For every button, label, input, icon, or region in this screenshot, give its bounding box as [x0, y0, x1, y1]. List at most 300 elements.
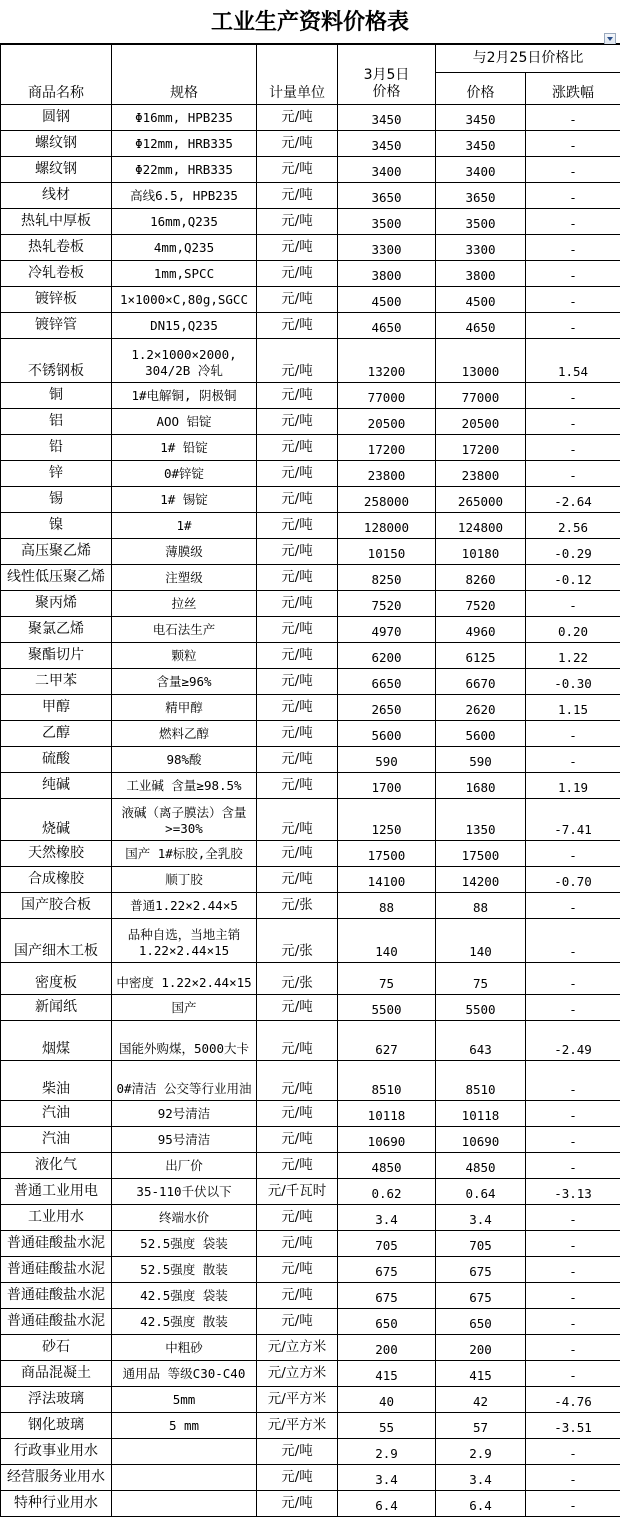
cell-unit: 元/张 — [257, 963, 338, 995]
cell-prev-price: 4500 — [436, 287, 526, 313]
cell-name: 普通硅酸盐水泥 — [1, 1257, 112, 1283]
cell-change: 2.56 — [526, 513, 620, 539]
cell-unit: 元/吨 — [257, 773, 338, 799]
cell-prev-price: 675 — [436, 1257, 526, 1283]
table-row — [1, 893, 620, 919]
cell-prev-price: 4650 — [436, 313, 526, 339]
cell-name: 汽油 — [1, 1127, 112, 1153]
cell-change: -0.29 — [526, 539, 620, 565]
cell-unit: 元/吨 — [257, 183, 338, 209]
cell-change: - — [526, 1335, 620, 1361]
cell-change: -0.30 — [526, 669, 620, 695]
cell-unit: 元/立方米 — [257, 1335, 338, 1361]
header-current-date — [338, 45, 436, 105]
cell-unit: 元/张 — [257, 893, 338, 919]
cell-change: - — [526, 841, 620, 867]
cell-spec: 终端水价 — [112, 1205, 257, 1231]
cell-unit: 元/吨 — [257, 1101, 338, 1127]
table-row — [1, 841, 620, 867]
cell-name: 线性低压聚乙烯 — [1, 565, 112, 591]
cell-name: 普通硅酸盐水泥 — [1, 1231, 112, 1257]
cell-spec: Φ22mm, HRB335 — [112, 157, 257, 183]
cell-unit: 元/吨 — [257, 539, 338, 565]
cell-name: 高压聚乙烯 — [1, 539, 112, 565]
table-row — [1, 339, 620, 383]
table-row — [1, 773, 620, 799]
cell-spec: Φ16mm, HPB235 — [112, 105, 257, 131]
cell-prev-price: 3400 — [436, 157, 526, 183]
cell-prev-price: 13000 — [436, 339, 526, 383]
cell-name: 热轧卷板 — [1, 235, 112, 261]
table-row — [1, 1101, 620, 1127]
cell-name: 液化气 — [1, 1153, 112, 1179]
table-row — [1, 995, 620, 1021]
cell-name: 铝 — [1, 409, 112, 435]
cell-current-price: 650 — [338, 1309, 436, 1335]
table-row — [1, 287, 620, 313]
cell-current-price: 10118 — [338, 1101, 436, 1127]
table-row — [1, 1179, 620, 1205]
cell-current-price: 13200 — [338, 339, 436, 383]
cell-change: - — [526, 1061, 620, 1101]
cell-spec: 52.5强度 散装 — [112, 1257, 257, 1283]
table-row — [1, 591, 620, 617]
cell-prev-price: 2620 — [436, 695, 526, 721]
cell-spec — [112, 1439, 257, 1465]
cell-name: 烟煤 — [1, 1021, 112, 1061]
cell-prev-price: 1680 — [436, 773, 526, 799]
cell-prev-price: 57 — [436, 1413, 526, 1439]
cell-current-price: 5600 — [338, 721, 436, 747]
cell-spec — [112, 1491, 257, 1517]
cell-spec: 顺丁胶 — [112, 867, 257, 893]
cell-current-price: 8250 — [338, 565, 436, 591]
price-table — [0, 44, 620, 1517]
cell-name: 普通硅酸盐水泥 — [1, 1309, 112, 1335]
cell-prev-price: 20500 — [436, 409, 526, 435]
header-row-top — [1, 45, 620, 73]
cell-change: - — [526, 105, 620, 131]
cell-change: -3.51 — [526, 1413, 620, 1439]
table-row — [1, 1309, 620, 1335]
cell-change: - — [526, 1153, 620, 1179]
table-row — [1, 695, 620, 721]
cell-prev-price: 88 — [436, 893, 526, 919]
table-row — [1, 1387, 620, 1413]
cell-name: 锌 — [1, 461, 112, 487]
cell-prev-price: 42 — [436, 1387, 526, 1413]
cell-unit: 元/吨 — [257, 721, 338, 747]
cell-change: - — [526, 995, 620, 1021]
cell-spec: 4mm,Q235 — [112, 235, 257, 261]
cell-change: 1.54 — [526, 339, 620, 383]
cell-prev-price: 3450 — [436, 105, 526, 131]
cell-unit: 元/吨 — [257, 383, 338, 409]
cell-unit: 元/吨 — [257, 565, 338, 591]
cell-spec: 燃料乙醇 — [112, 721, 257, 747]
cell-name: 甲醇 — [1, 695, 112, 721]
cell-change: - — [526, 1465, 620, 1491]
cell-prev-price: 3300 — [436, 235, 526, 261]
table-row — [1, 539, 620, 565]
cell-change: - — [526, 183, 620, 209]
cell-unit: 元/吨 — [257, 157, 338, 183]
cell-name: 密度板 — [1, 963, 112, 995]
table-row — [1, 435, 620, 461]
cell-current-price: 627 — [338, 1021, 436, 1061]
cell-spec: 液碱（离子膜法）含量>=30% — [112, 799, 257, 841]
cell-change: - — [526, 409, 620, 435]
header-prev-price: 价格 — [436, 73, 526, 105]
cell-spec: 0#锌锭 — [112, 461, 257, 487]
cell-spec: 含量≥96% — [112, 669, 257, 695]
cell-change: - — [526, 1309, 620, 1335]
cell-name: 冷轧卷板 — [1, 261, 112, 287]
cell-change: - — [526, 1231, 620, 1257]
cell-current-price: 1250 — [338, 799, 436, 841]
cell-name: 线材 — [1, 183, 112, 209]
cell-spec — [112, 1465, 257, 1491]
cell-spec: 通用品 等级C30-C40 — [112, 1361, 257, 1387]
table-row — [1, 1413, 620, 1439]
cell-change: - — [526, 1361, 620, 1387]
cell-name: 锡 — [1, 487, 112, 513]
cell-prev-price: 10118 — [436, 1101, 526, 1127]
cell-prev-price: 17200 — [436, 435, 526, 461]
table-row — [1, 1335, 620, 1361]
cell-name: 特种行业用水 — [1, 1491, 112, 1517]
table-row — [1, 963, 620, 995]
cell-unit: 元/吨 — [257, 1021, 338, 1061]
table-row — [1, 1491, 620, 1517]
cell-prev-price: 3650 — [436, 183, 526, 209]
cell-change: 1.19 — [526, 773, 620, 799]
cell-prev-price: 23800 — [436, 461, 526, 487]
cell-prev-price: 0.64 — [436, 1179, 526, 1205]
cell-current-price: 1700 — [338, 773, 436, 799]
cell-unit: 元/吨 — [257, 1465, 338, 1491]
cell-name: 聚丙烯 — [1, 591, 112, 617]
cell-current-price: 675 — [338, 1283, 436, 1309]
cell-change: - — [526, 1205, 620, 1231]
cell-change: - — [526, 1257, 620, 1283]
cell-spec: 98%酸 — [112, 747, 257, 773]
cell-prev-price: 675 — [436, 1283, 526, 1309]
cell-spec: 1.2×1000×2000, 304/2B 冷轧 — [112, 339, 257, 383]
cell-change: - — [526, 747, 620, 773]
cell-prev-price: 124800 — [436, 513, 526, 539]
cell-unit: 元/吨 — [257, 105, 338, 131]
cell-current-price: 0.62 — [338, 1179, 436, 1205]
table-row — [1, 1021, 620, 1061]
cell-current-price: 75 — [338, 963, 436, 995]
cell-spec: 5mm — [112, 1387, 257, 1413]
cell-unit: 元/吨 — [257, 643, 338, 669]
cell-prev-price: 4960 — [436, 617, 526, 643]
cell-prev-price: 3500 — [436, 209, 526, 235]
cell-spec: 1#电解铜, 阴极铜 — [112, 383, 257, 409]
cell-unit: 元/千瓦时 — [257, 1179, 338, 1205]
cell-unit: 元/吨 — [257, 799, 338, 841]
cell-unit: 元/吨 — [257, 287, 338, 313]
cell-name: 螺纹钢 — [1, 157, 112, 183]
table-row — [1, 209, 620, 235]
cell-change: - — [526, 157, 620, 183]
cell-current-price: 3650 — [338, 183, 436, 209]
cell-change: - — [526, 591, 620, 617]
cell-prev-price: 415 — [436, 1361, 526, 1387]
table-row — [1, 513, 620, 539]
cell-unit: 元/吨 — [257, 1061, 338, 1101]
cell-current-price: 128000 — [338, 513, 436, 539]
cell-unit: 元/吨 — [257, 435, 338, 461]
cell-current-price: 88 — [338, 893, 436, 919]
cell-current-price: 258000 — [338, 487, 436, 513]
cell-name: 汽油 — [1, 1101, 112, 1127]
cell-current-price: 590 — [338, 747, 436, 773]
cell-spec: 95号清洁 — [112, 1127, 257, 1153]
cell-prev-price: 200 — [436, 1335, 526, 1361]
cell-unit: 元/平方米 — [257, 1413, 338, 1439]
cell-unit: 元/吨 — [257, 867, 338, 893]
table-row — [1, 669, 620, 695]
cell-spec: DN15,Q235 — [112, 313, 257, 339]
cell-name: 二甲苯 — [1, 669, 112, 695]
cell-prev-price: 6125 — [436, 643, 526, 669]
cell-unit: 元/吨 — [257, 1283, 338, 1309]
cell-change: - — [526, 1101, 620, 1127]
cell-unit: 元/吨 — [257, 1153, 338, 1179]
cell-prev-price: 77000 — [436, 383, 526, 409]
cell-spec: 中粗砂 — [112, 1335, 257, 1361]
cell-spec: 电石法生产 — [112, 617, 257, 643]
cell-change: -3.13 — [526, 1179, 620, 1205]
cell-current-price: 10690 — [338, 1127, 436, 1153]
cell-unit: 元/吨 — [257, 131, 338, 157]
cell-change: - — [526, 313, 620, 339]
page-title: 工业生产资料价格表 — [0, 0, 620, 44]
cell-prev-price: 705 — [436, 1231, 526, 1257]
table-row — [1, 1205, 620, 1231]
cell-name: 硫酸 — [1, 747, 112, 773]
table-row — [1, 183, 620, 209]
cell-unit: 元/平方米 — [257, 1387, 338, 1413]
cell-spec: 5 mm — [112, 1413, 257, 1439]
table-row — [1, 1283, 620, 1309]
table-row — [1, 643, 620, 669]
cell-unit: 元/张 — [257, 919, 338, 963]
cell-name: 铜 — [1, 383, 112, 409]
cell-current-price: 8510 — [338, 1061, 436, 1101]
cell-name: 钢化玻璃 — [1, 1413, 112, 1439]
cell-change: - — [526, 1127, 620, 1153]
table-row — [1, 1439, 620, 1465]
cell-prev-price: 10690 — [436, 1127, 526, 1153]
cell-current-price: 2.9 — [338, 1439, 436, 1465]
cell-change: -7.41 — [526, 799, 620, 841]
cell-name: 纯碱 — [1, 773, 112, 799]
cell-prev-price: 14200 — [436, 867, 526, 893]
header-change: 涨跌幅 — [526, 73, 620, 105]
cell-current-price: 77000 — [338, 383, 436, 409]
cell-change: 0.20 — [526, 617, 620, 643]
cell-unit: 元/吨 — [257, 695, 338, 721]
table-row — [1, 235, 620, 261]
cell-spec: 1mm,SPCC — [112, 261, 257, 287]
table-row — [1, 1153, 620, 1179]
cell-spec: 0#清洁 公交等行业用油 — [112, 1061, 257, 1101]
cell-change: - — [526, 1283, 620, 1309]
cell-prev-price: 1350 — [436, 799, 526, 841]
cell-change: - — [526, 235, 620, 261]
cell-current-price: 3450 — [338, 105, 436, 131]
cell-current-price: 675 — [338, 1257, 436, 1283]
table-row — [1, 799, 620, 841]
cell-current-price: 3500 — [338, 209, 436, 235]
cell-current-price: 3300 — [338, 235, 436, 261]
cell-spec: 42.5强度 袋装 — [112, 1283, 257, 1309]
cell-unit: 元/吨 — [257, 235, 338, 261]
cell-prev-price: 3.4 — [436, 1205, 526, 1231]
header-unit: 计量单位 — [257, 45, 338, 105]
cell-name: 合成橡胶 — [1, 867, 112, 893]
cell-spec: 拉丝 — [112, 591, 257, 617]
cell-spec: 出厂价 — [112, 1153, 257, 1179]
cell-current-price: 6200 — [338, 643, 436, 669]
cell-unit: 元/吨 — [257, 591, 338, 617]
cell-unit: 元/吨 — [257, 1205, 338, 1231]
cell-current-price: 55 — [338, 1413, 436, 1439]
cell-current-price: 5500 — [338, 995, 436, 1021]
table-row — [1, 721, 620, 747]
cell-unit: 元/吨 — [257, 841, 338, 867]
cell-name: 聚氯乙烯 — [1, 617, 112, 643]
cell-name: 镀锌板 — [1, 287, 112, 313]
cell-prev-price: 6670 — [436, 669, 526, 695]
cell-spec: 1×1000×C,80g,SGCC — [112, 287, 257, 313]
cell-current-price: 3.4 — [338, 1465, 436, 1491]
table-row — [1, 1361, 620, 1387]
cell-current-price: 20500 — [338, 409, 436, 435]
cell-prev-price: 8510 — [436, 1061, 526, 1101]
cell-current-price: 3800 — [338, 261, 436, 287]
cell-spec: 1# 铅锭 — [112, 435, 257, 461]
cell-change: - — [526, 461, 620, 487]
cell-change: - — [526, 721, 620, 747]
cell-prev-price: 17500 — [436, 841, 526, 867]
cell-unit: 元/吨 — [257, 487, 338, 513]
cell-spec: 35-110千伏以下 — [112, 1179, 257, 1205]
cell-name: 普通硅酸盐水泥 — [1, 1283, 112, 1309]
cell-current-price: 10150 — [338, 539, 436, 565]
cell-change: 1.22 — [526, 643, 620, 669]
cell-name: 柴油 — [1, 1061, 112, 1101]
cell-name: 普通工业用电 — [1, 1179, 112, 1205]
cell-current-price: 140 — [338, 919, 436, 963]
cell-current-price: 7520 — [338, 591, 436, 617]
table-row — [1, 383, 620, 409]
table-row — [1, 565, 620, 591]
header-compare-group: 与2月25日价格比 — [436, 45, 620, 73]
cell-name: 热轧中厚板 — [1, 209, 112, 235]
cell-current-price: 200 — [338, 1335, 436, 1361]
cell-change: - — [526, 287, 620, 313]
cell-spec: Φ12mm, HRB335 — [112, 131, 257, 157]
cell-current-price: 4500 — [338, 287, 436, 313]
cell-name: 国产细木工板 — [1, 919, 112, 963]
table-row — [1, 261, 620, 287]
cell-unit: 元/吨 — [257, 617, 338, 643]
table-row — [1, 617, 620, 643]
cell-unit: 元/吨 — [257, 1439, 338, 1465]
cell-prev-price: 590 — [436, 747, 526, 773]
cell-unit: 元/吨 — [257, 513, 338, 539]
cell-change: -2.49 — [526, 1021, 620, 1061]
header-spec: 规格 — [112, 45, 257, 105]
cell-spec: 国产 1#标胶,全乳胶 — [112, 841, 257, 867]
table-row — [1, 105, 620, 131]
cell-current-price: 3400 — [338, 157, 436, 183]
cell-prev-price: 6.4 — [436, 1491, 526, 1517]
cell-unit: 元/吨 — [257, 313, 338, 339]
cell-unit: 元/吨 — [257, 995, 338, 1021]
cell-spec: 92号清洁 — [112, 1101, 257, 1127]
cell-prev-price: 3.4 — [436, 1465, 526, 1491]
cell-change: - — [526, 893, 620, 919]
cell-change: - — [526, 383, 620, 409]
cell-spec: 高线6.5, HPB235 — [112, 183, 257, 209]
cell-spec: 42.5强度 散装 — [112, 1309, 257, 1335]
cell-prev-price: 7520 — [436, 591, 526, 617]
cell-unit: 元/吨 — [257, 1309, 338, 1335]
cell-change: -0.12 — [526, 565, 620, 591]
table-row — [1, 131, 620, 157]
cell-unit: 元/吨 — [257, 209, 338, 235]
cell-change: - — [526, 919, 620, 963]
table-row — [1, 919, 620, 963]
cell-change: - — [526, 963, 620, 995]
cell-current-price: 2650 — [338, 695, 436, 721]
cell-unit: 元/吨 — [257, 1127, 338, 1153]
cell-change: - — [526, 209, 620, 235]
table-row — [1, 1061, 620, 1101]
cell-spec: 品种自选，当地主销 1.22×2.44×15 — [112, 919, 257, 963]
table-row — [1, 747, 620, 773]
table-row — [1, 1231, 620, 1257]
cell-spec: 工业碱 含量≥98.5% — [112, 773, 257, 799]
cell-spec: 52.5强度 袋装 — [112, 1231, 257, 1257]
cell-current-price: 4650 — [338, 313, 436, 339]
cell-name: 圆钢 — [1, 105, 112, 131]
cell-spec: 薄膜级 — [112, 539, 257, 565]
cell-prev-price: 5500 — [436, 995, 526, 1021]
cell-current-price: 23800 — [338, 461, 436, 487]
header-date-line2: 价格 — [372, 84, 401, 100]
cell-prev-price: 4850 — [436, 1153, 526, 1179]
cell-prev-price: 75 — [436, 963, 526, 995]
cell-name: 国产胶合板 — [1, 893, 112, 919]
cell-prev-price: 265000 — [436, 487, 526, 513]
cell-current-price: 40 — [338, 1387, 436, 1413]
cell-change: - — [526, 131, 620, 157]
cell-prev-price: 2.9 — [436, 1439, 526, 1465]
cell-name: 聚酯切片 — [1, 643, 112, 669]
cell-current-price: 14100 — [338, 867, 436, 893]
cell-spec: 国能外购煤，5000大卡 — [112, 1021, 257, 1061]
price-table-body — [1, 45, 620, 1517]
header-name: 商品名称 — [1, 45, 112, 105]
table-row — [1, 409, 620, 435]
